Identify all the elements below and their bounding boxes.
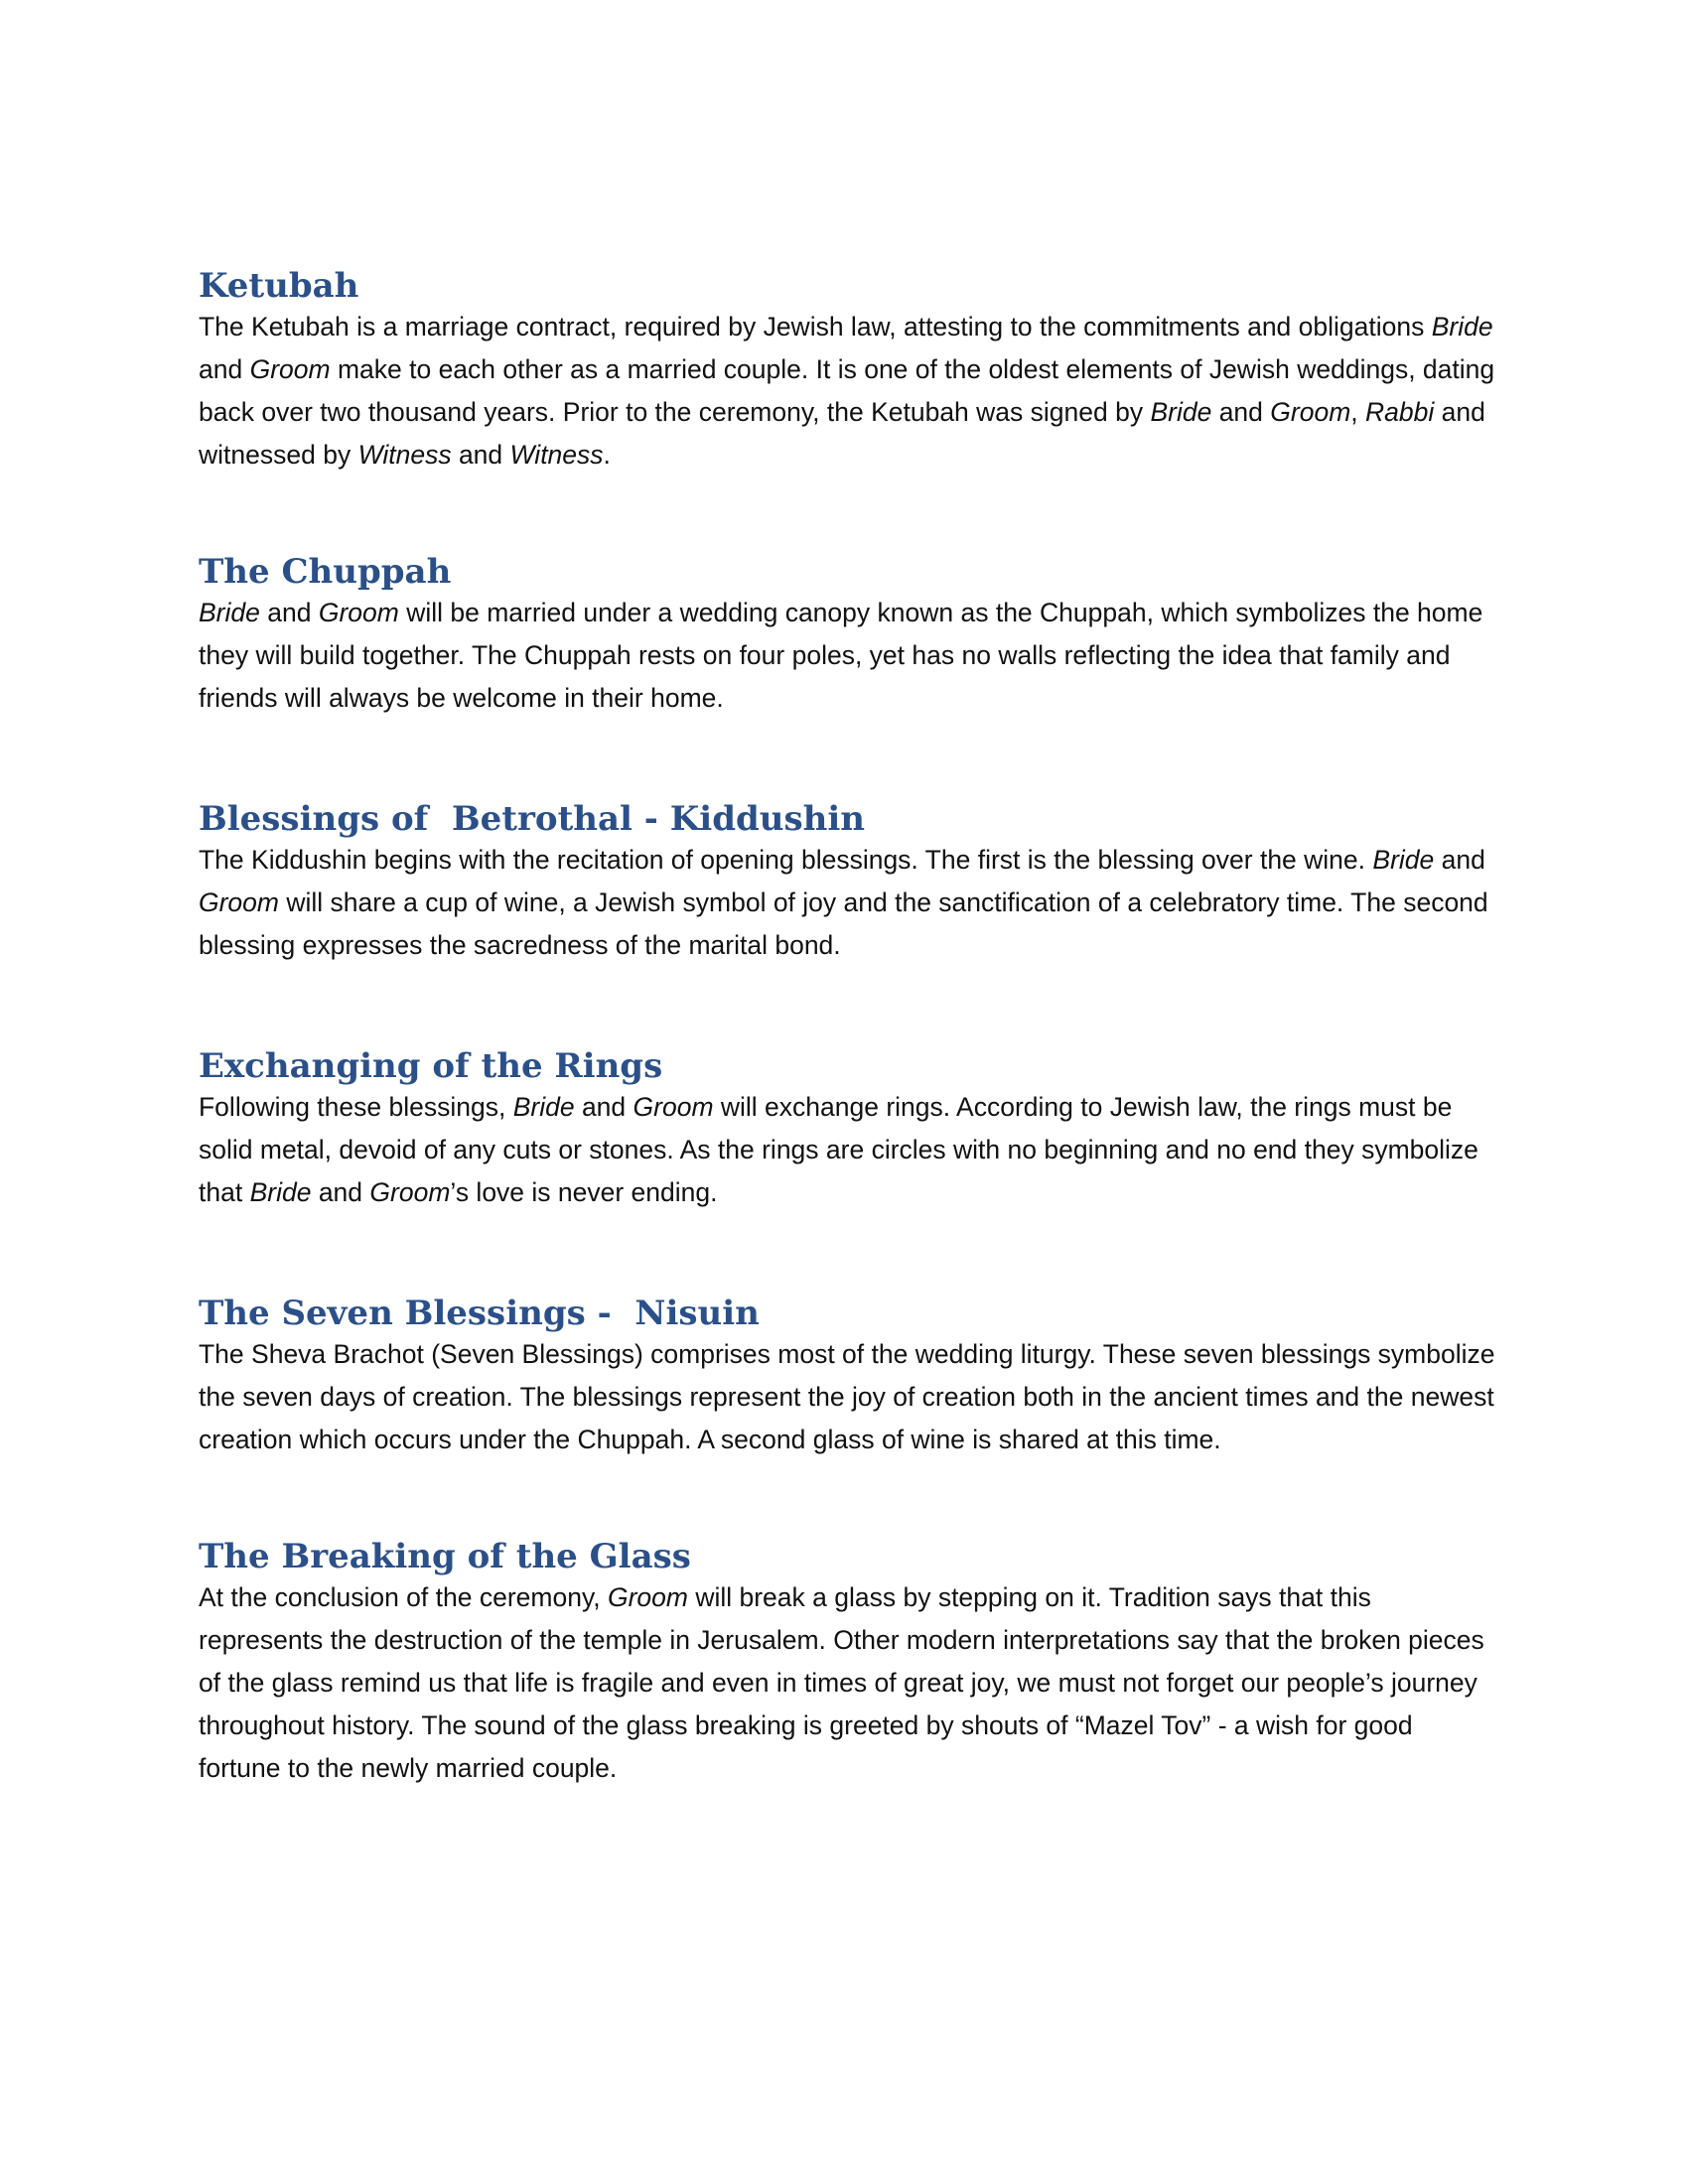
text-run: and xyxy=(199,354,250,384)
section-heading: The Breaking of the Glass xyxy=(199,1537,691,1576)
text-run: The Sheva Brachot (Seven Blessings) comprises most of the wedding liturgy. These seven blessings symbolize the seven days of creation. The blessings represent the joy of creation both in the ancient times and the newest creation which occurs under the Chuppah. A second glass of wine is shared at this time. xyxy=(199,1339,1495,1454)
section-body xyxy=(199,1576,1499,1790)
section-chuppah xyxy=(199,552,1499,720)
italic-name-run: Groom xyxy=(318,598,399,627)
section-heading: Exchanging of the Rings xyxy=(199,1046,663,1086)
section-body xyxy=(199,1086,1499,1214)
text-run: will be married under a wedding canopy known as the Chuppah, which symbolizes the home they will build together. The Chuppah rests on four poles, yet has no walls reflecting the idea that family and friends will always be welcome in their home. xyxy=(199,598,1483,713)
text-run: and xyxy=(1434,845,1485,875)
text-run: and xyxy=(574,1092,633,1122)
section-heading: Blessings of Betrothal - Kiddushin xyxy=(199,799,865,839)
text-run: ’s love is never ending. xyxy=(450,1177,718,1207)
text-run: . xyxy=(603,440,611,470)
italic-name-run: Bride xyxy=(199,598,260,627)
text-run: At the conclusion of the ceremony, xyxy=(199,1582,608,1612)
italic-name-run: Bride xyxy=(1150,397,1212,427)
italic-name-run: Bride xyxy=(512,1092,575,1122)
italic-name-run: Groom xyxy=(607,1582,688,1612)
text-run: and xyxy=(451,440,510,470)
italic-name-run: Groom xyxy=(369,1177,451,1207)
text-run: Following these blessings, xyxy=(199,1092,513,1122)
text-run: The Ketubah is a marriage contract, required by Jewish law, attesting to the commitments and obligations xyxy=(199,312,1432,341)
italic-name-run: Witness xyxy=(357,440,452,470)
text-run: will break a glass by stepping on it. Tradition says that this represents the destruction of the temple in Jerusalem. Other modern interpretations say that the broken pieces of the glass remind us that life is fragile and even in times of great joy, we must not forget our people’s journey throughout history. The sound of the glass breaking is greeted by shouts of “Mazel Tov” - a wish for good fortune to the newly married couple. xyxy=(199,1582,1484,1783)
text-run: and xyxy=(259,598,319,627)
section-heading: The Seven Blessings - Nisuin xyxy=(199,1294,760,1333)
italic-name-run: Groom xyxy=(249,354,331,384)
text-run: will exchange rings. According to Jewish law, the rings must be solid metal, devoid of any cuts or stones. As the rings are circles with no beginning and no end they symbolize that xyxy=(199,1092,1478,1207)
section-seven-blessings xyxy=(199,1294,1499,1461)
italic-name-run: Bride xyxy=(1431,312,1493,341)
document-page xyxy=(199,266,1499,1790)
section-betrothal xyxy=(199,799,1499,967)
section-body xyxy=(199,1333,1499,1461)
italic-name-run: Groom xyxy=(1270,397,1351,427)
italic-name-run: Groom xyxy=(199,887,279,917)
section-heading: The Chuppah xyxy=(199,552,452,592)
section-body xyxy=(199,306,1499,477)
italic-name-run: Rabbi xyxy=(1365,397,1435,427)
italic-name-run: Bride xyxy=(1372,845,1435,875)
section-breaking-glass xyxy=(199,1537,1499,1790)
section-heading: Ketubah xyxy=(199,266,359,306)
text-run: and xyxy=(1211,397,1271,427)
section-body xyxy=(199,592,1499,720)
text-run: and xyxy=(311,1177,370,1207)
text-run: make to each other as a married couple. It is one of the oldest elements of Jewish weddings, dating back over two thousand years. Prior to the ceremony, the Ketubah was signed by xyxy=(199,354,1495,427)
italic-name-run: Bride xyxy=(249,1177,312,1207)
text-run: and witnessed by xyxy=(199,397,1485,470)
section-ketubah xyxy=(199,266,1499,477)
text-run: , xyxy=(1350,397,1366,427)
italic-name-run: Groom xyxy=(633,1092,714,1122)
section-rings xyxy=(199,1046,1499,1214)
italic-name-run: Witness xyxy=(509,440,604,470)
text-run: The Kiddushin begins with the recitation of opening blessings. The first is the blessing over the wine. xyxy=(199,845,1373,875)
text-run: will share a cup of wine, a Jewish symbol of joy and the sanctification of a celebratory time. The second blessing expresses the sacredness of the marital bond. xyxy=(199,887,1488,960)
section-body xyxy=(199,839,1499,967)
